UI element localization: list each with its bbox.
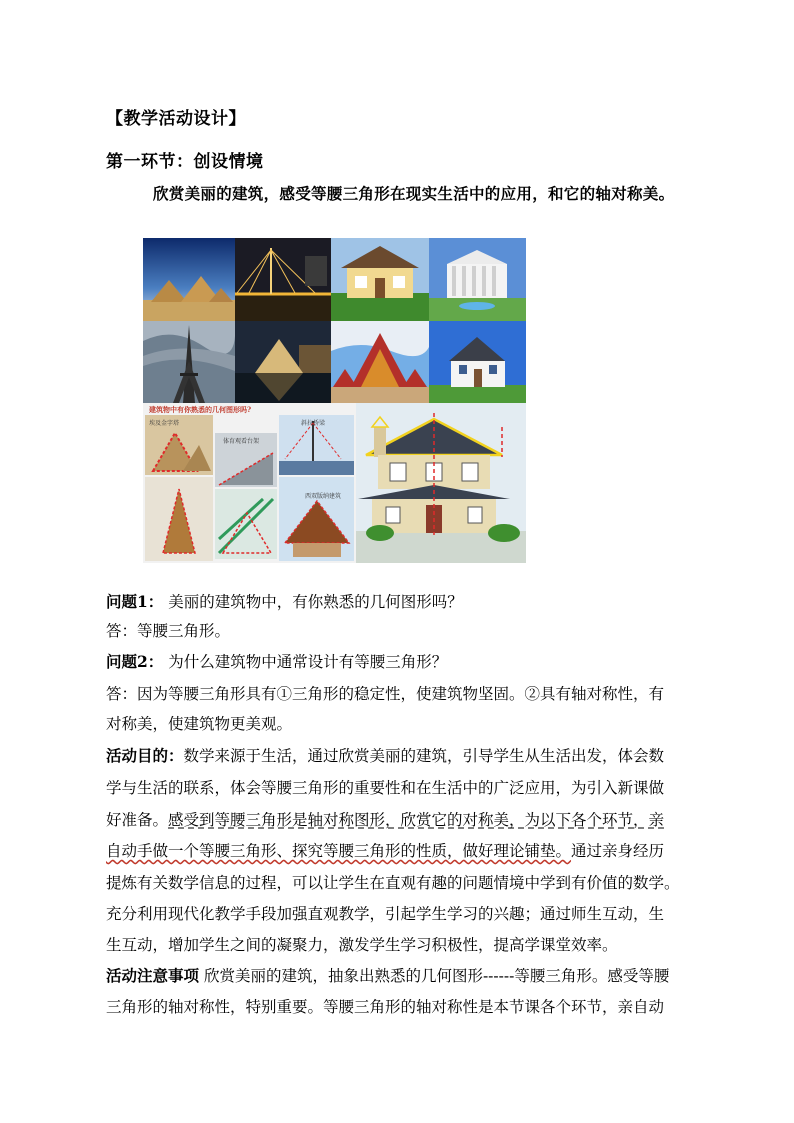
purpose-text-3a: 好准备。 [106,811,169,829]
label-pyramid: 埃及金字塔 [149,420,180,427]
pyramids-photo [143,238,235,321]
question-2-label: 问题2： [106,652,164,671]
eiffel-tower-photo [143,321,235,403]
answer-2-line-2: 对称美，使建筑物更美观。 [106,715,293,733]
notes-text-1: 欣赏美丽的建筑，抽象出熟悉的几何图形------等腰三角形。感受等腰 [199,967,670,985]
geometry-examples-panel [143,403,356,563]
bridge-night-photo [235,238,331,321]
question-2-text: 为什么建筑物中通常设计有等腰三角形？ [168,653,448,671]
white-house-photo [429,321,526,403]
purpose-line-5: 提炼有关数学信息的过程，可以让学生在直观有趣的问题情境中学到有价值的数学。 [106,874,680,892]
answer-2-line-1: 答：因为等腰三角形具有①三角形的稳定性，使建筑物坚固。②具有轴对称性，有 [106,685,665,703]
purpose-line-4 [106,837,664,865]
question-1 [106,588,463,616]
purpose-text-4b: 通过亲身经历 [571,842,665,860]
purpose-line-7: 生互动，增加学生之间的凝聚力，激发学生学习积极性，提高学课堂效率。 [106,936,618,954]
thai-temple-photo [331,321,429,403]
notes-label: 活动注意事项 [106,966,200,985]
purpose-text-3b: 感受到等腰三角形是轴对称图形，欣赏它的对称美，为以下各个环节，亲 [168,811,665,829]
label-bridge: 斜拉桥梁 [301,420,326,427]
notes-line-1 [106,962,669,990]
buildings-collage [143,238,526,563]
question-1-label: 问题1： [106,592,164,611]
white-columns-photo [429,238,526,321]
purpose-text-1: 数学来源于生活，通过欣赏美丽的建筑，引导学生从生活出发，体会数 [183,747,665,765]
answer-1: 答：等腰三角形。 [106,622,231,640]
purpose-text-4a: 自动手做一个等腰三角形、探究等腰三角形的性质，做好理论铺垫。 [106,842,572,860]
purpose-line-3 [106,806,664,834]
question-1-text: 美丽的建筑物中，有你熟悉的几何图形吗？ [168,593,463,611]
collage-question: 建筑物中有你熟悉的几何图形吗? [149,405,252,414]
intro-paragraph: 欣赏美丽的建筑，感受等腰三角形在现实生活中的应用，和它的轴对称美。 [153,184,675,203]
label-stadium: 体育观看台架 [223,438,260,445]
section-heading: 【教学活动设计】 [106,109,246,129]
house-symmetry-illustration [356,403,526,563]
louvre-pyramid-photo [235,321,331,403]
purpose-line-1 [106,742,664,770]
purpose-line-6: 充分利用现代化教学手段加强直观教学，引起学生学习的兴趣；通过师生互动，生 [106,905,665,923]
notes-line-2: 三角形的轴对称性，特别重要。等腰三角形的轴对称性是本节课各个环节，亲自动 [106,998,665,1016]
label-house: 西双版纳建筑 [305,493,342,500]
purpose-line-2: 学与生活的联系，体会等腰三角形的重要性和在生活中的广泛应用，为引入新课做 [106,779,665,797]
yellow-house-photo [331,238,429,321]
purpose-label: 活动目的： [106,746,184,765]
question-2 [106,648,447,676]
subsection-heading: 第一环节：创设情境 [106,152,264,172]
